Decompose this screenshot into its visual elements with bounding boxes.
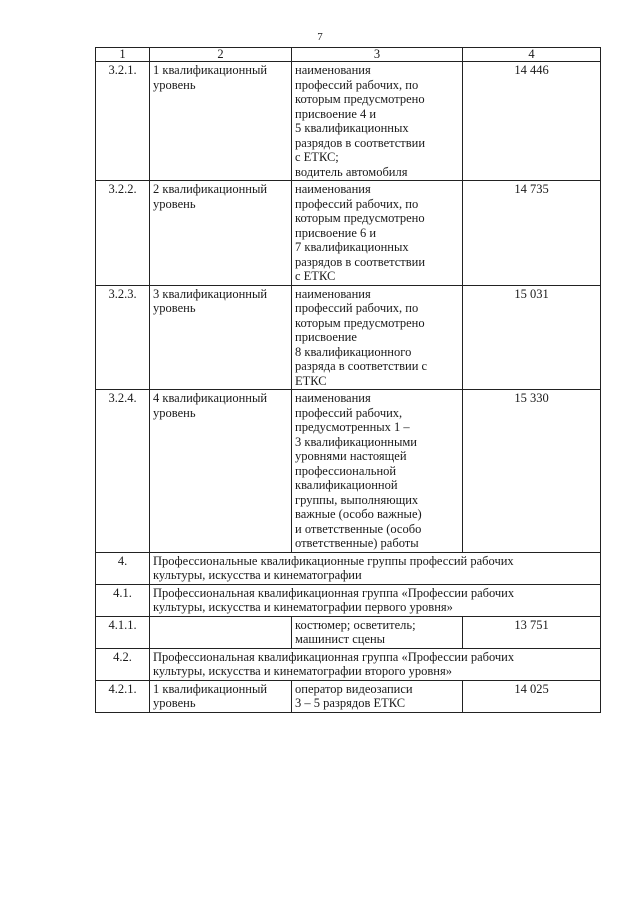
column-header-1: 1 [96, 48, 150, 62]
qualification-level [150, 616, 292, 648]
salary-value: 14 025 [463, 680, 601, 712]
profession-description: наименования профессий рабочих, предусмотренных 1 – 3 квалификационными уровнями настоящей профессиональной квалификационной группы, выполняющих важные (особо важные) и ответственные (особо ответственные) работы [292, 390, 463, 553]
profession-description: наименования профессий рабочих, по которым предусмотрено присвоение 8 квалификационного разряда в соответствии с ЕТКС [292, 285, 463, 390]
row-number: 3.2.4. [96, 390, 150, 553]
salary-value: 14 446 [463, 62, 601, 181]
table-row [96, 616, 601, 648]
qualification-level: 1 квалификационный уровень [150, 62, 292, 181]
column-header-3: 3 [292, 48, 463, 62]
row-number: 3.2.1. [96, 62, 150, 181]
row-number: 4.1.1. [96, 616, 150, 648]
profession-description: наименования профессий рабочих, по которым предусмотрено присвоение 6 и 7 квалификационных разрядов в соответствии с ЕТКС [292, 181, 463, 286]
table-row [96, 285, 601, 390]
table-row [96, 181, 601, 286]
group-header-row [96, 648, 601, 680]
profession-description: костюмер; осветитель; машинист сцены [292, 616, 463, 648]
table-row [96, 390, 601, 553]
group-title: Профессиональные квалификационные группы профессий рабочих культуры, искусства и кинематографии [150, 552, 601, 584]
table-row [96, 680, 601, 712]
table-row [96, 62, 601, 181]
row-number: 4.2. [96, 648, 150, 680]
table-body [96, 48, 601, 713]
qualification-level: 4 квалификационный уровень [150, 390, 292, 553]
row-number: 3.2.3. [96, 285, 150, 390]
qualification-level: 3 квалификационный уровень [150, 285, 292, 390]
row-number: 4.1. [96, 584, 150, 616]
group-title: Профессиональная квалификационная группа «Профессии рабочих культуры, искусства и кинематографии второго уровня» [150, 648, 601, 680]
row-number: 3.2.2. [96, 181, 150, 286]
row-number: 4. [96, 552, 150, 584]
column-header-4: 4 [463, 48, 601, 62]
row-number: 4.2.1. [96, 680, 150, 712]
profession-description: оператор видеозаписи 3 – 5 разрядов ЕТКС [292, 680, 463, 712]
page-number: 7 [317, 31, 323, 43]
qualification-level: 1 квалификационный уровень [150, 680, 292, 712]
salary-value: 13 751 [463, 616, 601, 648]
group-header-row [96, 584, 601, 616]
group-title: Профессиональная квалификационная группа «Профессии рабочих культуры, искусства и кинематографии первого уровня» [150, 584, 601, 616]
salary-value: 15 031 [463, 285, 601, 390]
table-header-row [96, 48, 601, 62]
profession-description: наименования профессий рабочих, по которым предусмотрено присвоение 4 и 5 квалификационных разрядов в соответствии с ЕТКС; водитель автомобиля [292, 62, 463, 181]
group-header-row [96, 552, 601, 584]
salary-value: 15 330 [463, 390, 601, 553]
qualification-level: 2 квалификационный уровень [150, 181, 292, 286]
column-header-2: 2 [150, 48, 292, 62]
salary-table [95, 47, 601, 713]
salary-value: 14 735 [463, 181, 601, 286]
